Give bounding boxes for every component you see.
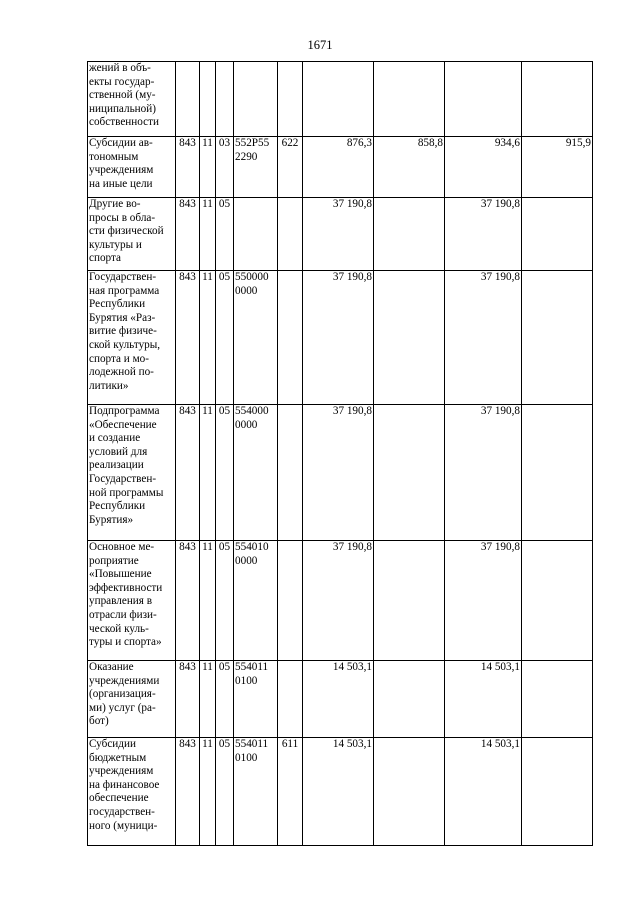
target-article-code: 550000 0000 (234, 271, 278, 405)
amount-4 (522, 62, 593, 137)
subsection-code: 03 (216, 137, 234, 198)
grbs-code: 843 (176, 271, 200, 405)
amount-4 (522, 198, 593, 271)
section-code: 11 (200, 738, 216, 846)
table-row (88, 661, 593, 738)
row-name: Основное ме- роприятие «Повышение эффективности управления в отрасли физи- ческой куль- туры и спорта» (88, 541, 176, 661)
section-code: 11 (200, 271, 216, 405)
subsection-code: 05 (216, 738, 234, 846)
amount-2 (374, 62, 445, 137)
section-code (200, 62, 216, 137)
row-name: Субсидии ав- тономным учреждениям на иные цели (88, 137, 176, 198)
amount-3: 14 503,1 (445, 738, 522, 846)
amount-4 (522, 271, 593, 405)
amount-4 (522, 405, 593, 541)
amount-4 (522, 541, 593, 661)
section-code: 11 (200, 541, 216, 661)
section-code: 11 (200, 661, 216, 738)
amount-3: 37 190,8 (445, 198, 522, 271)
amount-2 (374, 271, 445, 405)
section-code: 11 (200, 198, 216, 271)
amount-3: 37 190,8 (445, 405, 522, 541)
subsection-code: 05 (216, 198, 234, 271)
page-number: 1671 (307, 38, 333, 52)
expense-type-code (278, 661, 303, 738)
table-row (88, 137, 593, 198)
amount-1: 14 503,1 (303, 661, 374, 738)
row-name: Оказание учреждениями (организация- ми) услуг (ра- бот) (88, 661, 176, 738)
expense-type-code: 611 (278, 738, 303, 846)
expense-type-code (278, 405, 303, 541)
grbs-code: 843 (176, 661, 200, 738)
amount-3: 14 503,1 (445, 661, 522, 738)
table-row (88, 271, 593, 405)
expense-type-code (278, 62, 303, 137)
target-article-code: 554000 0000 (234, 405, 278, 541)
amount-2 (374, 541, 445, 661)
amount-4: 915,9 (522, 137, 593, 198)
expense-type-code (278, 541, 303, 661)
target-article-code: 552P55 2290 (234, 137, 278, 198)
grbs-code: 843 (176, 198, 200, 271)
target-article-code: 554011 0100 (234, 738, 278, 846)
amount-1: 14 503,1 (303, 738, 374, 846)
grbs-code: 843 (176, 738, 200, 846)
amount-4 (522, 661, 593, 738)
expense-type-code: 622 (278, 137, 303, 198)
amount-4 (522, 738, 593, 846)
table-row (88, 62, 593, 137)
amount-1 (303, 62, 374, 137)
amount-3: 37 190,8 (445, 271, 522, 405)
target-article-code (234, 198, 278, 271)
row-name: Другие во- просы в обла- сти физической культуры и спорта (88, 198, 176, 271)
expense-type-code (278, 198, 303, 271)
amount-3: 37 190,8 (445, 541, 522, 661)
subsection-code: 05 (216, 405, 234, 541)
amount-1: 37 190,8 (303, 405, 374, 541)
row-name: Субсидии бюджетным учреждениям на финансовое обеспечение государствен- ного (муници- (88, 738, 176, 846)
amount-2 (374, 405, 445, 541)
table-row (88, 405, 593, 541)
budget-table (87, 61, 593, 846)
subsection-code: 05 (216, 661, 234, 738)
amount-2 (374, 198, 445, 271)
amount-2 (374, 661, 445, 738)
row-name: Подпрограмма «Обеспечение и создание условий для реализации Государствен- ной программы Республики Бурятия» (88, 405, 176, 541)
amount-2: 858,8 (374, 137, 445, 198)
grbs-code: 843 (176, 541, 200, 661)
grbs-code (176, 62, 200, 137)
target-article-code (234, 62, 278, 137)
target-article-code: 554011 0100 (234, 661, 278, 738)
amount-3 (445, 62, 522, 137)
target-article-code: 554010 0000 (234, 541, 278, 661)
section-code: 11 (200, 137, 216, 198)
amount-1: 37 190,8 (303, 198, 374, 271)
table-row (88, 541, 593, 661)
grbs-code: 843 (176, 405, 200, 541)
grbs-code: 843 (176, 137, 200, 198)
row-name: Государствен- ная программа Республики Бурятия «Раз- витие физиче- ской культуры, спорта и мо- лодежной по- литики» (88, 271, 176, 405)
amount-3: 934,6 (445, 137, 522, 198)
subsection-code: 05 (216, 271, 234, 405)
amount-1: 876,3 (303, 137, 374, 198)
table-row (88, 738, 593, 846)
subsection-code: 05 (216, 541, 234, 661)
amount-1: 37 190,8 (303, 541, 374, 661)
section-code: 11 (200, 405, 216, 541)
table-row (88, 198, 593, 271)
subsection-code (216, 62, 234, 137)
amount-2 (374, 738, 445, 846)
expense-type-code (278, 271, 303, 405)
row-name: жений в объ- екты государ- ственной (му- ниципальной) собственности (88, 62, 176, 137)
amount-1: 37 190,8 (303, 271, 374, 405)
